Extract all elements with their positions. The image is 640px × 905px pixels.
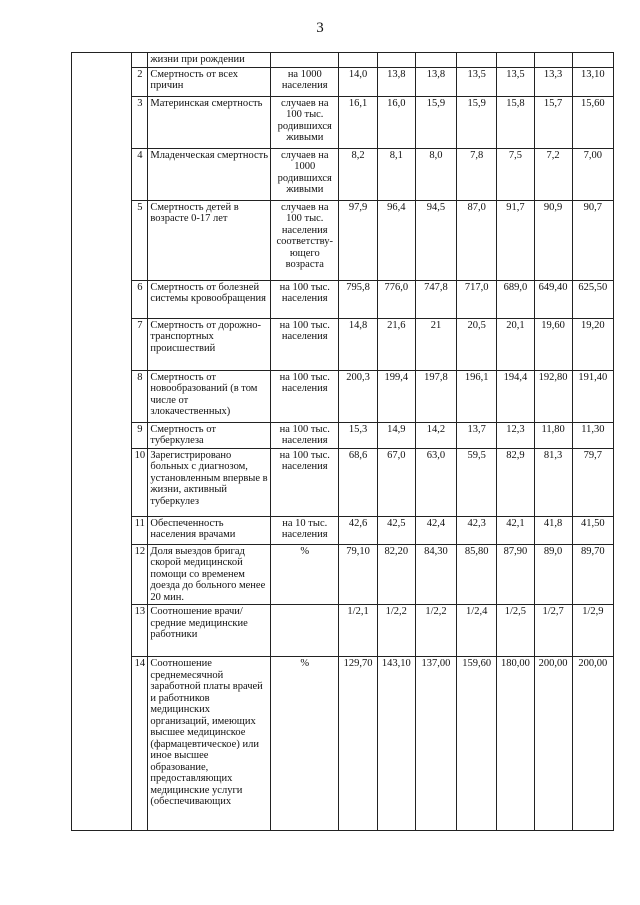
value-cell: 11,30: [572, 422, 613, 448]
value-cell: 11,80: [534, 422, 572, 448]
value-cell: 13,3: [534, 67, 572, 96]
indicator-name-cell: Соотношение врачи/средние медицинские работники: [148, 605, 271, 657]
table-row: [72, 370, 614, 422]
value-cell: 199,4: [377, 370, 415, 422]
table-row: [72, 200, 614, 280]
value-cell: 16,0: [377, 96, 415, 148]
left-empty-column: [72, 53, 132, 831]
value-cell: 87,0: [457, 200, 497, 280]
value-cell: [534, 53, 572, 68]
value-cell: [339, 53, 377, 68]
value-cell: 196,1: [457, 370, 497, 422]
indicator-name-cell: Соотношение среднемесячной заработной платы врачей и работников медицинских организаций, имеющих высшее медицинское (фармацевтическое) или иное высшее образование, предоставляющих медицинские услуги (обеспечивающих: [148, 657, 271, 831]
value-cell: 12,3: [497, 422, 534, 448]
row-number-cell: 13: [132, 605, 148, 657]
value-cell: 1/2,4: [457, 605, 497, 657]
value-cell: 63,0: [415, 448, 456, 516]
unit-cell: на 10 тыс. населения: [271, 516, 339, 544]
table-row: [72, 280, 614, 318]
value-cell: 42,4: [415, 516, 456, 544]
row-number-cell: 7: [132, 318, 148, 370]
row-number-cell: 2: [132, 67, 148, 96]
value-cell: 67,0: [377, 448, 415, 516]
value-cell: 13,8: [377, 67, 415, 96]
value-cell: 197,8: [415, 370, 456, 422]
value-cell: 68,6: [339, 448, 377, 516]
unit-cell: на 100 тыс. населения: [271, 422, 339, 448]
value-cell: 13,7: [457, 422, 497, 448]
row-number-cell: 4: [132, 148, 148, 200]
value-cell: 747,8: [415, 280, 456, 318]
value-cell: 8,1: [377, 148, 415, 200]
indicator-name-cell: Зарегистрировано больных с диагнозом, установленным впервые в жизни, активный туберкулез: [148, 448, 271, 516]
value-cell: [572, 53, 613, 68]
value-cell: 82,20: [377, 544, 415, 605]
value-cell: 79,10: [339, 544, 377, 605]
unit-cell: случаев на 1000 родившихся живыми: [271, 148, 339, 200]
unit-cell: случаев на 100 тыс. населения соответству-ющего возраста: [271, 200, 339, 280]
unit-cell: на 1000 населения: [271, 67, 339, 96]
value-cell: 90,9: [534, 200, 572, 280]
value-cell: 87,90: [497, 544, 534, 605]
value-cell: 42,5: [377, 516, 415, 544]
value-cell: 20,1: [497, 318, 534, 370]
indicator-name-cell: Смертность от новообразований (в том числе от злокачественных): [148, 370, 271, 422]
value-cell: 42,3: [457, 516, 497, 544]
value-cell: 8,0: [415, 148, 456, 200]
value-cell: 200,3: [339, 370, 377, 422]
value-cell: 137,00: [415, 657, 456, 831]
value-cell: [377, 53, 415, 68]
value-cell: 81,3: [534, 448, 572, 516]
unit-cell: [271, 53, 339, 68]
value-cell: 8,2: [339, 148, 377, 200]
value-cell: 1/2,9: [572, 605, 613, 657]
row-number-cell: 12: [132, 544, 148, 605]
unit-cell: на 100 тыс. населения: [271, 448, 339, 516]
value-cell: 1/2,5: [497, 605, 534, 657]
unit-cell: [271, 605, 339, 657]
value-cell: 82,9: [497, 448, 534, 516]
value-cell: 194,4: [497, 370, 534, 422]
value-cell: 192,80: [534, 370, 572, 422]
value-cell: 129,70: [339, 657, 377, 831]
value-cell: 14,9: [377, 422, 415, 448]
value-cell: 41,50: [572, 516, 613, 544]
value-cell: 717,0: [457, 280, 497, 318]
value-cell: 776,0: [377, 280, 415, 318]
indicator-name-cell: Обеспеченность населения врачами: [148, 516, 271, 544]
value-cell: 96,4: [377, 200, 415, 280]
row-number-cell: 3: [132, 96, 148, 148]
value-cell: [415, 53, 456, 68]
indicator-name-cell: Смертность от болезней системы кровообращения: [148, 280, 271, 318]
value-cell: 19,20: [572, 318, 613, 370]
table-row: [72, 657, 614, 831]
page-number: 3: [316, 20, 324, 36]
unit-cell: %: [271, 657, 339, 831]
indicator-name-cell: жизни при рождении: [148, 53, 271, 68]
value-cell: [457, 53, 497, 68]
value-cell: 89,0: [534, 544, 572, 605]
value-cell: 15,9: [457, 96, 497, 148]
value-cell: 42,6: [339, 516, 377, 544]
table-row: [72, 422, 614, 448]
unit-cell: %: [271, 544, 339, 605]
table-row: [72, 67, 614, 96]
value-cell: 13,8: [415, 67, 456, 96]
indicator-name-cell: Младенческая смертность: [148, 148, 271, 200]
row-number-cell: 9: [132, 422, 148, 448]
value-cell: 91,7: [497, 200, 534, 280]
value-cell: 15,9: [415, 96, 456, 148]
value-cell: 89,70: [572, 544, 613, 605]
value-cell: 14,8: [339, 318, 377, 370]
table-body: [72, 53, 614, 831]
table-row: [72, 544, 614, 605]
value-cell: [497, 53, 534, 68]
value-cell: 14,0: [339, 67, 377, 96]
value-cell: 625,50: [572, 280, 613, 318]
value-cell: 42,1: [497, 516, 534, 544]
indicator-name-cell: Смертность детей в возрасте 0-17 лет: [148, 200, 271, 280]
unit-cell: на 100 тыс. населения: [271, 370, 339, 422]
unit-cell: случаев на 100 тыс. родившихся живыми: [271, 96, 339, 148]
indicators-table: [71, 52, 614, 831]
value-cell: 15,8: [497, 96, 534, 148]
value-cell: 1/2,1: [339, 605, 377, 657]
value-cell: 84,30: [415, 544, 456, 605]
value-cell: 85,80: [457, 544, 497, 605]
unit-cell: на 100 тыс. населения: [271, 280, 339, 318]
value-cell: 59,5: [457, 448, 497, 516]
value-cell: 14,2: [415, 422, 456, 448]
value-cell: 649,40: [534, 280, 572, 318]
indicator-name-cell: Смертность от всех причин: [148, 67, 271, 96]
value-cell: 191,40: [572, 370, 613, 422]
value-cell: 15,7: [534, 96, 572, 148]
value-cell: 13,10: [572, 67, 613, 96]
table-row: [72, 53, 614, 68]
indicator-name-cell: Доля выездов бригад скорой медицинской помощи со временем доезда до больного менее 20 мин.: [148, 544, 271, 605]
value-cell: 159,60: [457, 657, 497, 831]
value-cell: 15,60: [572, 96, 613, 148]
value-cell: 94,5: [415, 200, 456, 280]
value-cell: 16,1: [339, 96, 377, 148]
value-cell: 21: [415, 318, 456, 370]
value-cell: 90,7: [572, 200, 613, 280]
table-row: [72, 96, 614, 148]
indicator-name-cell: Смертность от туберкулеза: [148, 422, 271, 448]
value-cell: 20,5: [457, 318, 497, 370]
value-cell: 1/2,2: [377, 605, 415, 657]
value-cell: 7,2: [534, 148, 572, 200]
value-cell: 13,5: [497, 67, 534, 96]
table-row: [72, 148, 614, 200]
value-cell: 200,00: [534, 657, 572, 831]
row-number-cell: 10: [132, 448, 148, 516]
unit-cell: на 100 тыс. населения: [271, 318, 339, 370]
value-cell: 7,5: [497, 148, 534, 200]
indicator-name-cell: Смертность от дорожно-транспортных происшествий: [148, 318, 271, 370]
table-row: [72, 605, 614, 657]
table-row: [72, 516, 614, 544]
indicator-name-cell: Материнская смертность: [148, 96, 271, 148]
value-cell: 19,60: [534, 318, 572, 370]
row-number-cell: 8: [132, 370, 148, 422]
row-number-cell: [132, 53, 148, 68]
value-cell: 21,6: [377, 318, 415, 370]
value-cell: 143,10: [377, 657, 415, 831]
table-row: [72, 448, 614, 516]
value-cell: 7,8: [457, 148, 497, 200]
table-row: [72, 318, 614, 370]
value-cell: 180,00: [497, 657, 534, 831]
value-cell: 795,8: [339, 280, 377, 318]
row-number-cell: 11: [132, 516, 148, 544]
value-cell: 689,0: [497, 280, 534, 318]
value-cell: 15,3: [339, 422, 377, 448]
row-number-cell: 14: [132, 657, 148, 831]
value-cell: 79,7: [572, 448, 613, 516]
value-cell: 1/2,2: [415, 605, 456, 657]
value-cell: 200,00: [572, 657, 613, 831]
value-cell: 41,8: [534, 516, 572, 544]
value-cell: 7,00: [572, 148, 613, 200]
row-number-cell: 6: [132, 280, 148, 318]
row-number-cell: 5: [132, 200, 148, 280]
value-cell: 97,9: [339, 200, 377, 280]
value-cell: 13,5: [457, 67, 497, 96]
value-cell: 1/2,7: [534, 605, 572, 657]
